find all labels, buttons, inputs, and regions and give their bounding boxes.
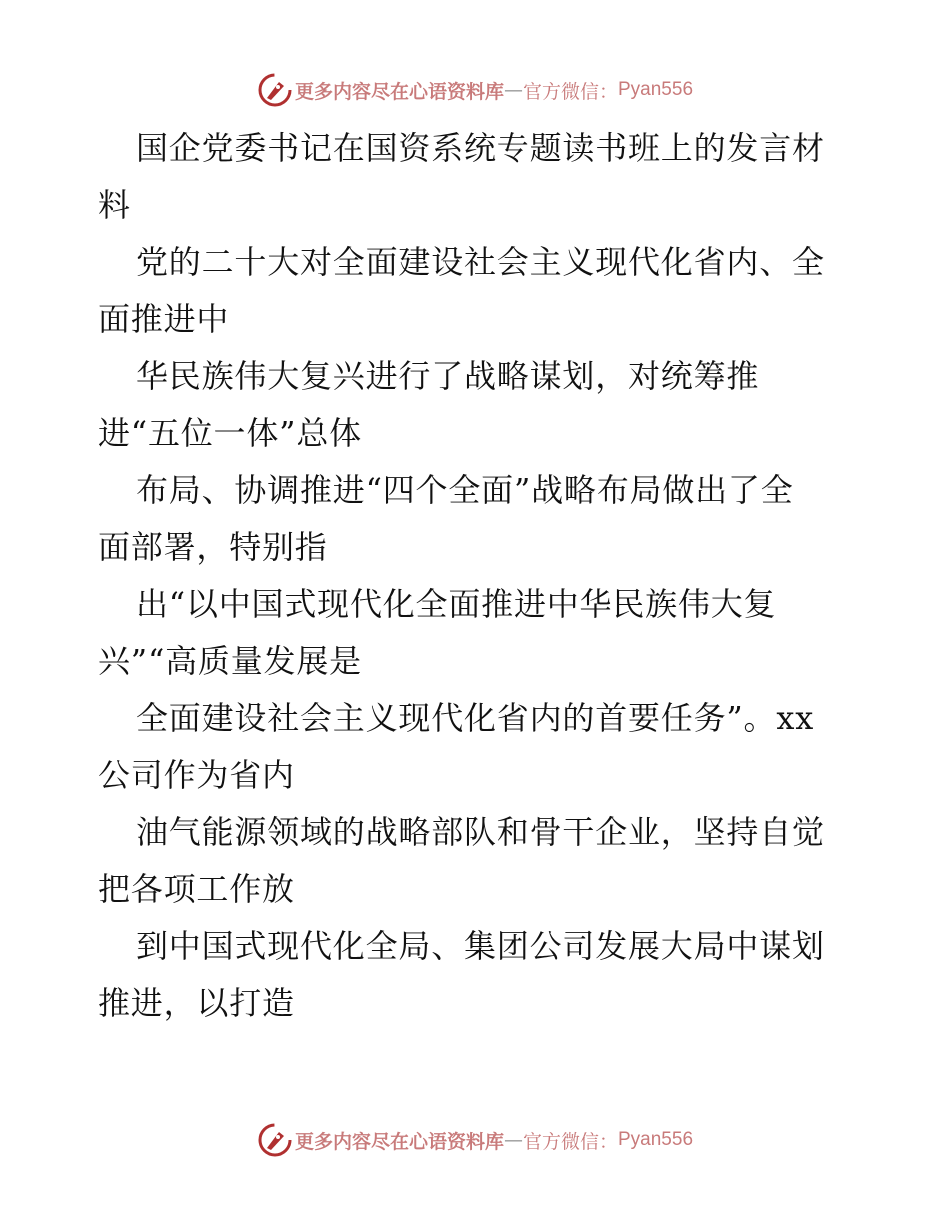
footer-banner [0, 1120, 950, 1160]
document-body [98, 120, 858, 1032]
banner-wechat-id: Pyan556 [618, 1129, 694, 1150]
paragraph-line: 把各项工作放 [98, 870, 295, 908]
paragraph-line: 进“五位一体”总体 [98, 414, 362, 452]
banner-wechat-label: 官方微信： [522, 1130, 618, 1153]
pen-nib-logo-icon [257, 72, 293, 108]
paragraph-line: 推进，以打造 [98, 984, 295, 1022]
paragraph [98, 462, 858, 576]
paragraph [98, 348, 858, 462]
banner-wechat-label: 官方微信： [522, 80, 618, 103]
paragraph-line: 公司作为省内 [98, 756, 295, 794]
banner-slogan: 更多内容尽在心语资料库 [294, 1130, 504, 1153]
paragraph [98, 234, 858, 348]
paragraph [98, 576, 858, 690]
banner-dash: — [503, 1129, 523, 1151]
paragraph-line: 出“以中国式现代化全面推进中华民族伟大复 [136, 585, 777, 623]
paragraph [98, 918, 858, 1032]
paragraph-line: 党的二十大对全面建设社会主义现代化省内、全 [136, 243, 825, 281]
paragraph-line: 全面建设社会主义现代化省内的首要任务”。xx [136, 699, 815, 737]
paragraph [98, 120, 858, 234]
banner-dash: — [503, 79, 523, 101]
paragraph-line: 油气能源领域的战略部队和骨干企业，坚持自觉 [136, 813, 825, 851]
paragraph-line: 面部署，特别指 [98, 528, 328, 566]
paragraph [98, 690, 858, 804]
paragraph-line: 面推进中 [98, 300, 230, 338]
header-banner [0, 70, 950, 110]
paragraph-line: 料 [98, 186, 131, 224]
banner-wechat-id: Pyan556 [618, 79, 694, 100]
paragraph-line: 布局、协调推进“四个全面”战略布局做出了全 [136, 471, 794, 509]
pen-nib-logo-icon [257, 1122, 293, 1158]
paragraph [98, 804, 858, 918]
paragraph-line: 国企党委书记在国资系统专题读书班上的发言材 [136, 129, 825, 167]
banner-slogan: 更多内容尽在心语资料库 [294, 80, 504, 103]
paragraph-line: 兴”“高质量发展是 [98, 642, 362, 680]
paragraph-line: 华民族伟大复兴进行了战略谋划，对统筹推 [136, 357, 760, 395]
paragraph-line: 到中国式现代化全局、集团公司发展大局中谋划 [136, 927, 825, 965]
